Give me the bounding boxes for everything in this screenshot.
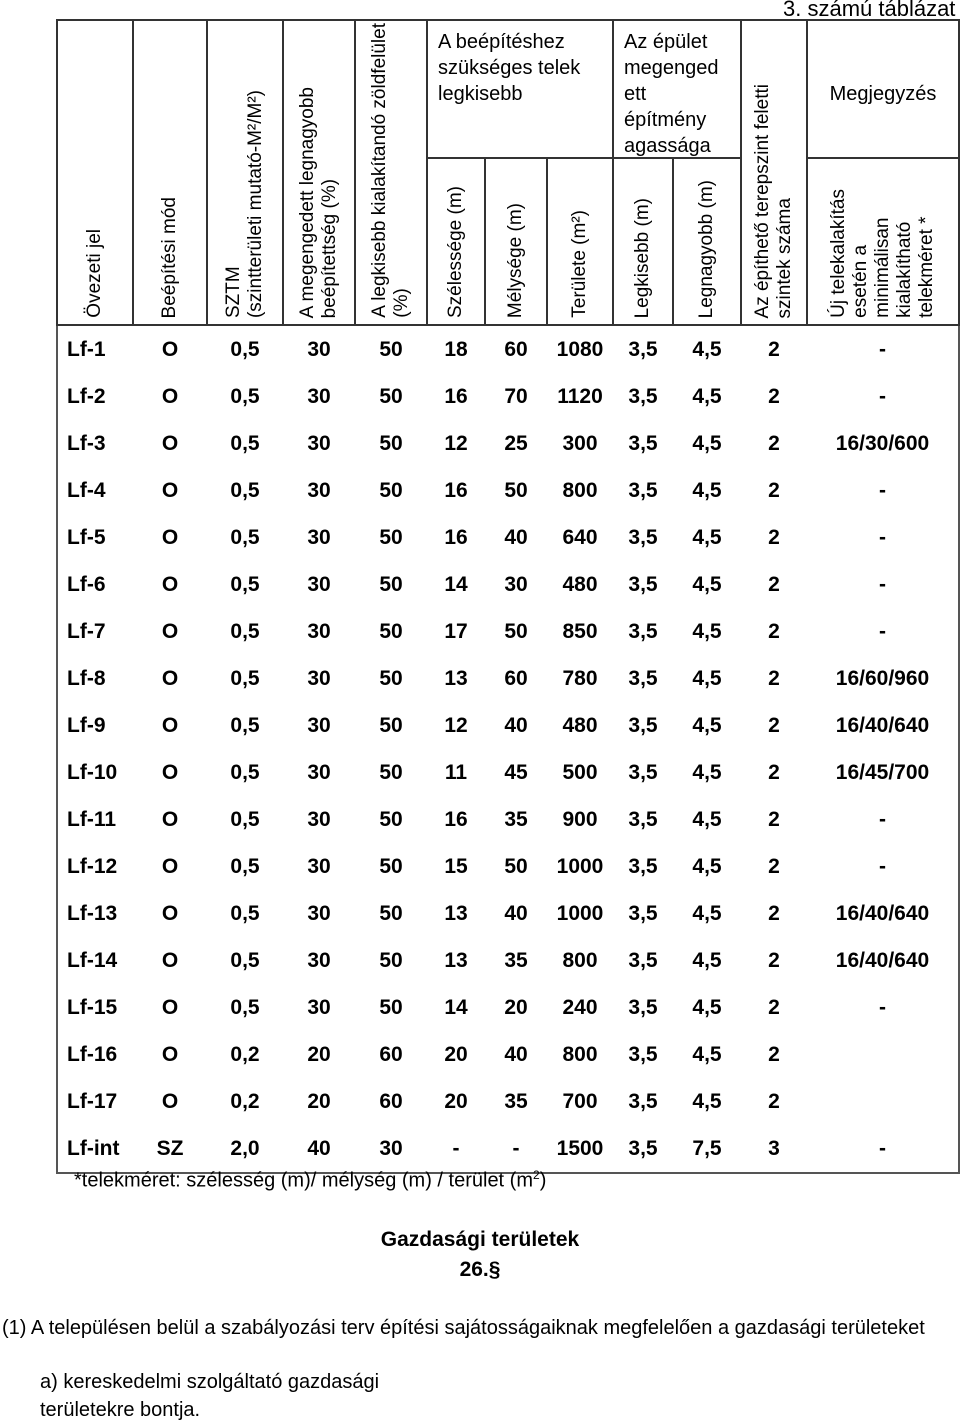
table-cell: 70: [504, 384, 528, 408]
table-cell: 50: [379, 901, 403, 925]
table-cell: 4,5: [692, 619, 722, 643]
table-cell: 50: [379, 760, 403, 784]
table-cell: 3,5: [628, 619, 658, 643]
table-cell: -: [879, 619, 886, 643]
table-cell: O: [161, 995, 179, 1019]
table-cell: O: [161, 713, 179, 737]
table-cell: 50: [379, 431, 403, 455]
table-cell: 50: [379, 619, 403, 643]
table-row: [57, 467, 959, 514]
table-cell: Lf-13: [67, 901, 118, 925]
table-cell: 3,5: [628, 901, 658, 925]
table-cell: 3,5: [628, 666, 658, 690]
header-plot-group: A beépítéshez szükséges telek legkisebb: [427, 20, 613, 158]
table-cell: 0,5: [230, 619, 260, 643]
table-cell: 1000: [556, 854, 604, 878]
table-cell: Lf-5: [67, 525, 106, 549]
table-cell: 3,5: [628, 948, 658, 972]
table-cell: 16/40/640: [835, 948, 930, 972]
table-cell: 0,5: [230, 901, 260, 925]
table-cell: 40: [504, 525, 528, 549]
table-cell: 2: [768, 478, 780, 502]
table-row: [57, 1031, 959, 1078]
table-row: [57, 561, 959, 608]
header-min-height: Legkisebb (m): [613, 158, 673, 325]
table-row: [57, 796, 959, 843]
table-row: [57, 655, 959, 702]
table-cell: Lf-4: [67, 478, 106, 502]
table-cell: 40: [504, 1042, 528, 1066]
table-cell: 50: [379, 572, 403, 596]
table-cell: 0,5: [230, 807, 260, 831]
table-cell: 3: [768, 1136, 780, 1160]
table-cell: O: [161, 572, 179, 596]
table-cell: 0,5: [230, 666, 260, 690]
table-cell: -: [879, 337, 886, 361]
table-cell: 4,5: [692, 760, 722, 784]
table-row: [57, 514, 959, 561]
header-area: Területe (m²): [547, 158, 613, 325]
table-cell: O: [161, 619, 179, 643]
table-cell: 3,5: [628, 478, 658, 502]
table-cell: Lf-14: [67, 948, 118, 972]
table-cell: 4,5: [692, 995, 722, 1019]
section-number: 26.§: [459, 1258, 501, 1281]
table-cell: 300: [562, 431, 598, 455]
table-cell: 3,5: [628, 337, 658, 361]
header-zone: Övezeti jel: [57, 20, 133, 325]
table-cell: 1080: [556, 337, 604, 361]
table-row: [57, 984, 959, 1031]
table-cell: 45: [504, 760, 528, 784]
table-cell: 0,5: [230, 384, 260, 408]
table-row: [57, 749, 959, 796]
footnote: *telekméret: szélesség (m)/ mélység (m) / terület $(m^2)$: [74, 1168, 547, 1192]
table-row: [57, 843, 959, 890]
table-cell: 3,5: [628, 1042, 658, 1066]
table-cell: 30: [307, 384, 331, 408]
table-cell: 0,5: [230, 948, 260, 972]
header-remark-group: Megjegyzés: [807, 20, 959, 158]
header-build-mode: Beépítési mód: [133, 20, 207, 325]
table-cell: 25: [504, 431, 528, 455]
table-cell: 800: [562, 948, 598, 972]
table-cell: 16/45/700: [835, 760, 930, 784]
table-cell: 30: [307, 995, 331, 1019]
table-cell: 3,5: [628, 713, 658, 737]
table-cell: 900: [562, 807, 598, 831]
table-cell: 50: [379, 995, 403, 1019]
table-cell: 1000: [556, 901, 604, 925]
table-cell: Lf-10: [67, 760, 118, 784]
table-cell: 50: [379, 478, 403, 502]
table-cell: -: [879, 478, 886, 502]
section-title: Gazdasági területek: [380, 1228, 580, 1251]
table-cell: 0,5: [230, 572, 260, 596]
table-cell: 2,0: [230, 1136, 260, 1160]
table-cell: 50: [379, 807, 403, 831]
table-cell: 3,5: [628, 760, 658, 784]
table-cell: 40: [504, 901, 528, 925]
table-cell: 2: [768, 948, 780, 972]
table-cell: 0,5: [230, 431, 260, 455]
table-cell: 2: [768, 525, 780, 549]
table-cell: 2: [768, 619, 780, 643]
table-cell: -: [512, 1136, 520, 1160]
table-cell: O: [161, 1042, 179, 1066]
table-cell: 35: [504, 1089, 528, 1113]
table-cell: 30: [307, 666, 331, 690]
table-cell: 12: [444, 713, 468, 737]
table-cell: 16/40/640: [835, 713, 930, 737]
table-cell: 4,5: [692, 384, 722, 408]
table-cell: Lf-int: [67, 1136, 120, 1160]
table-cell: 30: [307, 478, 331, 502]
table-cell: 50: [379, 525, 403, 549]
table-cell: O: [161, 384, 179, 408]
table-row: [57, 608, 959, 655]
table-cell: 780: [562, 666, 598, 690]
table-row: [57, 420, 959, 467]
table-cell: 4,5: [692, 1089, 722, 1113]
table-cell: Lf-1: [67, 337, 106, 361]
table-cell: [807, 1031, 959, 1078]
table-cell: 0,5: [230, 337, 260, 361]
table-header: [57, 20, 959, 325]
table-cell: 3,5: [628, 854, 658, 878]
table-cell: 2: [768, 807, 780, 831]
table-cell: 3,5: [628, 1089, 658, 1113]
table-cell: O: [161, 1089, 179, 1113]
table-cell: 2: [768, 666, 780, 690]
table-cell: 30: [379, 1136, 403, 1160]
table-cell: 16/60/960: [835, 666, 930, 690]
table-cell: 3,5: [628, 431, 658, 455]
table-cell: Lf-3: [67, 431, 106, 455]
table-cell: 0,2: [230, 1042, 260, 1066]
table-cell: 2: [768, 431, 780, 455]
table-cell: 2: [768, 572, 780, 596]
table-cell: 13: [444, 948, 468, 972]
list-item-a: a) kereskedelmi szolgáltató gazdasági: [40, 1371, 380, 1393]
table-cell: Lf-7: [67, 619, 106, 643]
table-cell: 4,5: [692, 713, 722, 737]
table-cell: 2: [768, 337, 780, 361]
table-cell: 30: [307, 619, 331, 643]
table-cell: 1120: [557, 384, 603, 408]
table-cell: 30: [307, 431, 331, 455]
table-cell: 30: [307, 572, 331, 596]
table-cell: 2: [768, 1089, 780, 1113]
table-cell: 40: [504, 713, 528, 737]
table-cell: 3,5: [628, 995, 658, 1019]
table-cell: 480: [562, 572, 598, 596]
table-cell: 2: [768, 995, 780, 1019]
table-cell: -: [879, 525, 886, 549]
header-min-green: A legkisebb kialakítandó zöldfelület (%): [355, 20, 427, 325]
table-row: [57, 937, 959, 984]
table-cell: 4,5: [692, 948, 722, 972]
table-cell: 20: [307, 1042, 331, 1066]
table-title: 3. számú táblázat: [783, 0, 956, 21]
table-cell: 0,5: [230, 995, 260, 1019]
table-cell: O: [161, 337, 179, 361]
table-cell: 240: [562, 995, 598, 1019]
table-cell: -: [879, 572, 886, 596]
table-cell: Lf-8: [67, 666, 106, 690]
table-cell: 18: [444, 337, 468, 361]
table-cell: 3,5: [628, 807, 658, 831]
paragraph-1: (1) A településen belül a szabályozási terv építési sajátosságaiknak megfelelően a gazdasági területeket: [2, 1317, 925, 1339]
table-cell: 30: [307, 713, 331, 737]
table-cell: 480: [562, 713, 598, 737]
table-cell: O: [161, 666, 179, 690]
table-cell: O: [161, 525, 179, 549]
table-cell: Lf-15: [67, 995, 118, 1019]
list-item-a-continuation: területekre bontja.: [40, 1399, 201, 1421]
table-cell: O: [161, 760, 179, 784]
table-cell: Lf-16: [67, 1042, 118, 1066]
table-cell: 2: [768, 384, 780, 408]
header-max-height: Legnagyobb (m): [673, 158, 741, 325]
table-cell: 30: [307, 337, 331, 361]
table-cell: 12: [444, 431, 468, 455]
table-cell: 4,5: [692, 901, 722, 925]
table-cell: 50: [379, 713, 403, 737]
table-cell: [807, 1078, 959, 1125]
table-cell: 30: [307, 525, 331, 549]
table-cell: 3,5: [628, 384, 658, 408]
header-width: Szélessége (m): [427, 158, 485, 325]
table-cell: 11: [444, 760, 468, 784]
table-cell: 640: [562, 525, 598, 549]
table-cell: 800: [562, 478, 598, 502]
table-cell: 4,5: [692, 1042, 722, 1066]
table-row: [57, 1078, 959, 1125]
table-cell: 4,5: [692, 854, 722, 878]
table-cell: 16: [444, 478, 468, 502]
table-cell: 30: [307, 854, 331, 878]
table-cell: -: [452, 1136, 460, 1160]
table-cell: 850: [562, 619, 598, 643]
table-cell: 35: [504, 948, 528, 972]
table-cell: 20: [444, 1089, 468, 1113]
table-cell: 60: [504, 666, 528, 690]
table-row: [57, 325, 959, 373]
table-row: [57, 890, 959, 937]
header-floors: Az építhető terepszint feletti szintek száma: [741, 20, 807, 325]
table-cell: 50: [379, 666, 403, 690]
table-cell: 2: [768, 854, 780, 878]
table-cell: Lf-9: [67, 713, 106, 737]
table-cell: 4,5: [692, 525, 722, 549]
table-cell: 2: [768, 1042, 780, 1066]
table-cell: 50: [504, 854, 528, 878]
table-cell: -: [879, 384, 886, 408]
table-cell: 50: [504, 619, 528, 643]
table-cell: 60: [504, 337, 528, 361]
table-cell: Lf-17: [67, 1089, 118, 1113]
table-row: [57, 1125, 959, 1173]
table-cell: 0,2: [230, 1089, 260, 1113]
table-cell: 17: [444, 619, 468, 643]
table-cell: 2: [768, 901, 780, 925]
table-cell: O: [161, 431, 179, 455]
table-cell: 16/40/640: [835, 901, 930, 925]
table-cell: -: [879, 1136, 886, 1160]
table-cell: 50: [379, 337, 403, 361]
table-cell: 16: [444, 525, 468, 549]
table-cell: 4,5: [692, 572, 722, 596]
table-cell: 40: [307, 1136, 331, 1160]
table-cell: 0,5: [230, 478, 260, 502]
table-cell: 0,5: [230, 713, 260, 737]
table-cell: O: [161, 478, 179, 502]
table-cell: O: [161, 948, 179, 972]
table-cell: 500: [562, 760, 598, 784]
table-cell: 50: [379, 384, 403, 408]
table-cell: 50: [504, 478, 528, 502]
table-cell: 30: [307, 948, 331, 972]
header-new-plot: Új telekalakítás esetén a minimálisan kialakítható telekméret *: [807, 158, 959, 325]
table-cell: 50: [379, 854, 403, 878]
table-body: [57, 325, 959, 1173]
table-cell: 15: [444, 854, 468, 878]
table-cell: O: [161, 901, 179, 925]
table-cell: 1500: [556, 1136, 604, 1160]
table-cell: 4,5: [692, 337, 722, 361]
table-cell: 14: [444, 572, 468, 596]
zoning-table: [56, 19, 960, 1174]
table-cell: 2: [768, 760, 780, 784]
table-cell: 2: [768, 713, 780, 737]
table-row: [57, 373, 959, 420]
table-cell: 30: [307, 760, 331, 784]
table-cell: -: [879, 854, 886, 878]
table-row: [57, 702, 959, 749]
table-cell: 4,5: [692, 478, 722, 502]
table-cell: 13: [444, 666, 468, 690]
table-cell: 800: [562, 1042, 598, 1066]
table-cell: 4,5: [692, 807, 722, 831]
table-cell: 30: [504, 572, 528, 596]
table-cell: 4,5: [692, 431, 722, 455]
table-cell: 16: [444, 807, 468, 831]
table-cell: 3,5: [628, 525, 658, 549]
table-cell: 14: [444, 995, 468, 1019]
table-cell: -: [879, 995, 886, 1019]
table-cell: 13: [444, 901, 468, 925]
header-max-coverage: A megengedett legnagyobb beépítettség (%): [283, 20, 355, 325]
table-cell: 700: [562, 1089, 598, 1113]
table-cell: 3,5: [628, 1136, 658, 1160]
table-cell: Lf-11: [67, 807, 117, 831]
table-cell: 30: [307, 807, 331, 831]
table-cell: O: [161, 854, 179, 878]
table-cell: 0,5: [230, 525, 260, 549]
table-cell: 35: [504, 807, 528, 831]
table-cell: -: [879, 807, 886, 831]
table-cell: 4,5: [692, 666, 722, 690]
table-cell: 30: [307, 901, 331, 925]
table-cell: 50: [379, 948, 403, 972]
table-cell: Lf-12: [67, 854, 118, 878]
table-cell: 7,5: [692, 1136, 722, 1160]
table-cell: 0,5: [230, 854, 260, 878]
table-cell: 16: [444, 384, 468, 408]
table-cell: 0,5: [230, 760, 260, 784]
table-cell: 3,5: [628, 572, 658, 596]
header-sztm: SZTM (szintterületi mutató-M²/M²): [207, 20, 283, 325]
table-cell: O: [161, 807, 179, 831]
table-cell: 20: [444, 1042, 468, 1066]
table-cell: 60: [379, 1042, 403, 1066]
header-height-group: Az épület megenged ett építmény agassága: [613, 20, 741, 158]
table-cell: Lf-2: [67, 384, 106, 408]
table-cell: 20: [307, 1089, 331, 1113]
table-cell: Lf-6: [67, 572, 106, 596]
header-depth: Mélysége (m): [485, 158, 547, 325]
table-cell: 20: [504, 995, 528, 1019]
table-cell: 16/30/600: [835, 431, 930, 455]
table-cell: SZ: [156, 1136, 184, 1160]
table-cell: 60: [379, 1089, 403, 1113]
